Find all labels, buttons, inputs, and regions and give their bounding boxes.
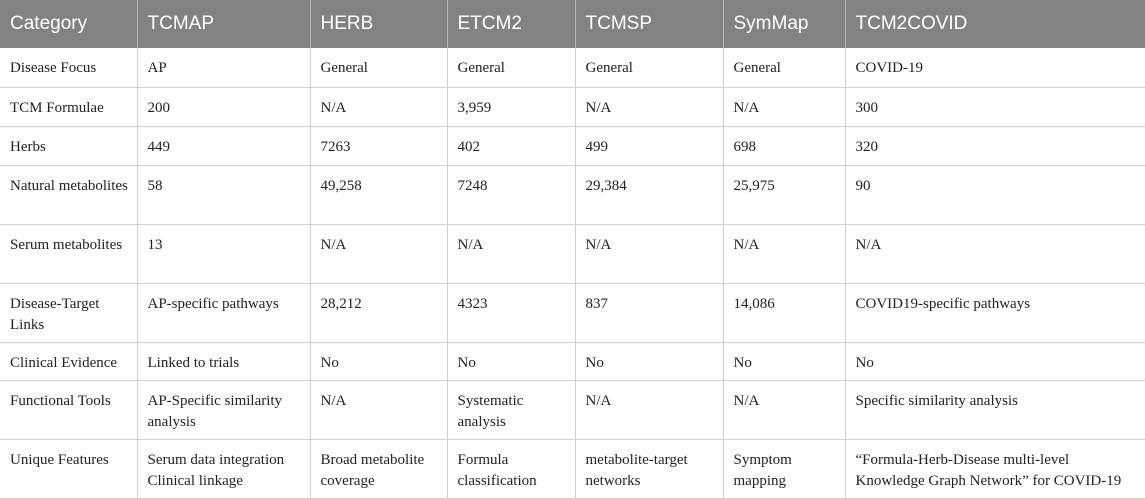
table-cell: AP-Specific similarity analysis	[137, 380, 310, 439]
table-cell: General	[575, 48, 723, 87]
table-cell: Systematic analysis	[447, 380, 575, 439]
table-cell: AP-specific pathways	[137, 283, 310, 342]
row-label: Unique Features	[0, 439, 137, 498]
table-cell: 28,212	[310, 283, 447, 342]
table-cell: N/A	[575, 87, 723, 126]
header-herb: HERB	[310, 0, 447, 48]
table-cell: Linked to trials	[137, 342, 310, 380]
table-cell: 320	[845, 126, 1145, 165]
table-cell: N/A	[310, 87, 447, 126]
table-cell: Symptom mapping	[723, 439, 845, 498]
table-cell: General	[723, 48, 845, 87]
row-label: TCM Formulae	[0, 87, 137, 126]
table-cell: N/A	[310, 224, 447, 283]
table-row	[0, 439, 1145, 498]
table-cell: AP	[137, 48, 310, 87]
table-cell: 300	[845, 87, 1145, 126]
table-cell: 90	[845, 165, 1145, 224]
table-cell: 837	[575, 283, 723, 342]
header-row	[0, 0, 1145, 48]
table-cell: 58	[137, 165, 310, 224]
table-cell: Serum data integration Clinical linkage	[137, 439, 310, 498]
table-cell: General	[447, 48, 575, 87]
header-tcmap: TCMAP	[137, 0, 310, 48]
table-cell: 449	[137, 126, 310, 165]
header-category: Category	[0, 0, 137, 48]
table-cell: COVID-19	[845, 48, 1145, 87]
table-row	[0, 283, 1145, 342]
header-etcm2: ETCM2	[447, 0, 575, 48]
table-cell: N/A	[447, 224, 575, 283]
table-cell: N/A	[575, 380, 723, 439]
table-row	[0, 342, 1145, 380]
table-cell: No	[310, 342, 447, 380]
table-row	[0, 380, 1145, 439]
row-label: Serum metabolites	[0, 224, 137, 283]
row-label: Herbs	[0, 126, 137, 165]
row-label: Clinical Evidence	[0, 342, 137, 380]
table-cell: “Formula-Herb-Disease multi-level Knowledge Graph Network” for COVID-19	[845, 439, 1145, 498]
table-row	[0, 165, 1145, 224]
row-label: Disease-Target Links	[0, 283, 137, 342]
table-cell: No	[575, 342, 723, 380]
table-cell: 29,384	[575, 165, 723, 224]
table-cell: 3,959	[447, 87, 575, 126]
row-label: Functional Tools	[0, 380, 137, 439]
table-row	[0, 126, 1145, 165]
row-label: Natural metabolites	[0, 165, 137, 224]
table-row	[0, 48, 1145, 87]
table-cell: 25,975	[723, 165, 845, 224]
table-cell: 7263	[310, 126, 447, 165]
header-symmap: SymMap	[723, 0, 845, 48]
table-cell: No	[845, 342, 1145, 380]
table-cell: N/A	[723, 224, 845, 283]
table-cell: Broad metabolite coverage	[310, 439, 447, 498]
table-cell: 14,086	[723, 283, 845, 342]
table-cell: 402	[447, 126, 575, 165]
header-tcmsp: TCMSP	[575, 0, 723, 48]
header-tcm2covid: TCM2COVID	[845, 0, 1145, 48]
table-cell: COVID19-specific pathways	[845, 283, 1145, 342]
table-cell: metabolite-target networks	[575, 439, 723, 498]
table-cell: 698	[723, 126, 845, 165]
table-cell: 4323	[447, 283, 575, 342]
table-cell: N/A	[723, 87, 845, 126]
table-cell: N/A	[723, 380, 845, 439]
table-cell: 49,258	[310, 165, 447, 224]
table-cell: General	[310, 48, 447, 87]
table-cell: 499	[575, 126, 723, 165]
table-cell: No	[723, 342, 845, 380]
row-label: Disease Focus	[0, 48, 137, 87]
table-cell: 7248	[447, 165, 575, 224]
table-cell: N/A	[310, 380, 447, 439]
table-cell: Specific similarity analysis	[845, 380, 1145, 439]
table-cell: 13	[137, 224, 310, 283]
table-cell: Formula classification	[447, 439, 575, 498]
table-cell: N/A	[845, 224, 1145, 283]
table-row	[0, 87, 1145, 126]
table-cell: 200	[137, 87, 310, 126]
table-row	[0, 224, 1145, 283]
table-cell: No	[447, 342, 575, 380]
table-cell: N/A	[575, 224, 723, 283]
